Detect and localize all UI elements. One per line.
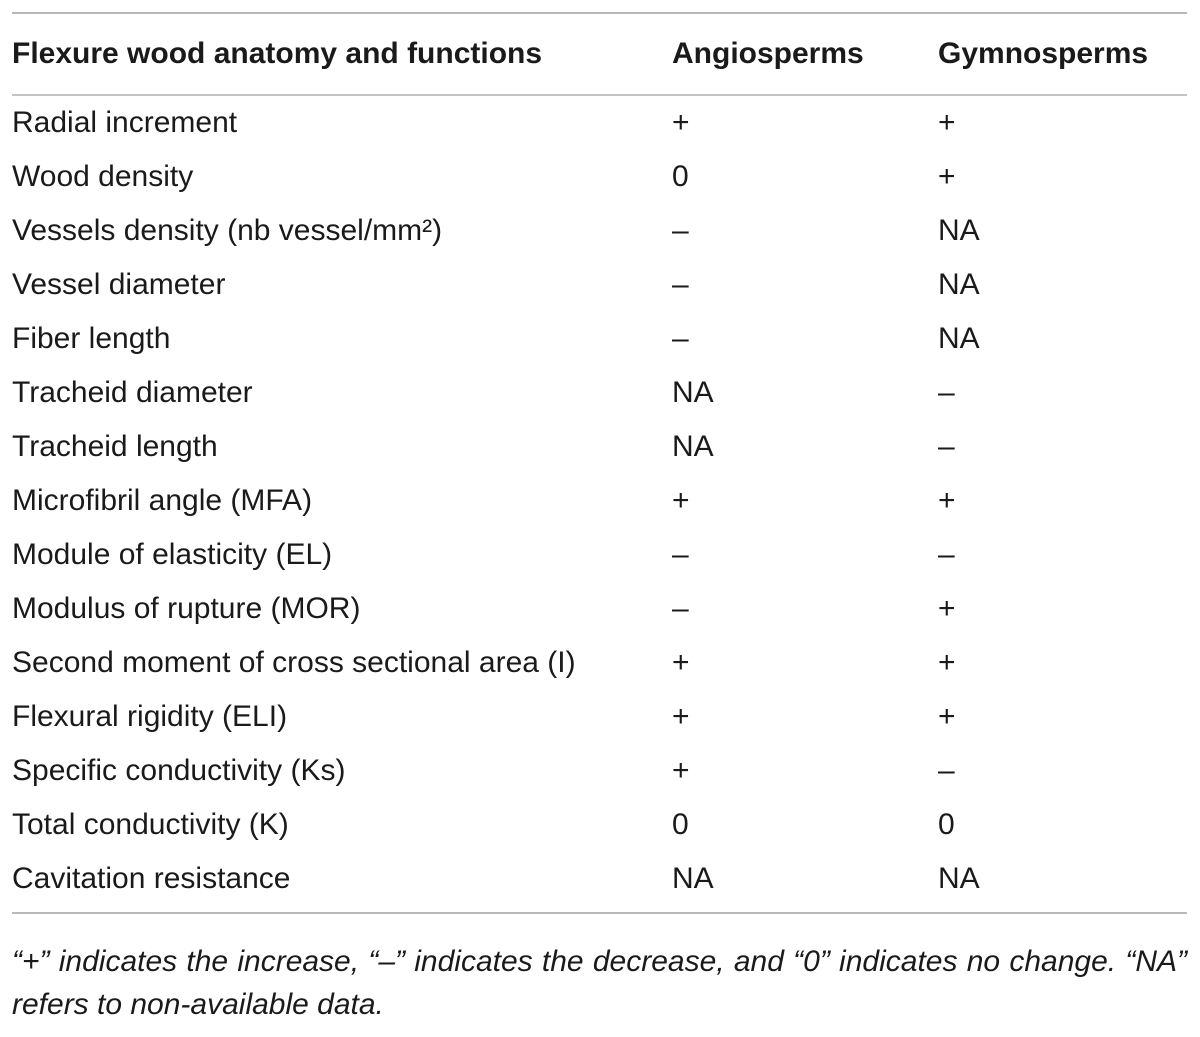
angiosperms-value: – [672, 322, 689, 355]
gymnosperms-value: + [938, 700, 956, 733]
table-row [12, 366, 1187, 420]
table-row [12, 258, 1187, 312]
row-label: Second moment of cross sectional area (I) [12, 646, 576, 679]
angiosperms-value: NA [672, 430, 714, 463]
header-row [12, 14, 1187, 94]
row-label: Total conductivity (K) [12, 808, 289, 841]
angiosperms-value: – [672, 214, 689, 247]
angiosperms-value: + [672, 646, 690, 679]
angiosperms-value: + [672, 700, 690, 733]
data-table-container [12, 12, 1187, 914]
table-row [12, 744, 1187, 798]
bottom-rule [12, 912, 1187, 914]
gymnosperms-value: + [938, 646, 956, 679]
table-row [12, 420, 1187, 474]
angiosperms-value: NA [672, 862, 714, 895]
table-row [12, 528, 1187, 582]
row-label: Tracheid length [12, 430, 218, 463]
gymnosperms-value: – [938, 754, 955, 787]
row-label: Modulus of rupture (MOR) [12, 592, 361, 625]
gymnosperms-value: + [938, 484, 956, 517]
gymnosperms-value: – [938, 376, 955, 409]
gymnosperms-value: NA [938, 214, 980, 247]
table-row [12, 636, 1187, 690]
row-label: Tracheid diameter [12, 376, 253, 409]
row-label: Cavitation resistance [12, 862, 291, 895]
angiosperms-value: + [672, 754, 690, 787]
gymnosperms-value: + [938, 160, 956, 193]
table-row [12, 690, 1187, 744]
header-cell-trait: Flexure wood anatomy and functions [12, 37, 543, 70]
gymnosperms-value: NA [938, 322, 980, 355]
angiosperms-value: – [672, 538, 689, 571]
table-footnote: “+” indicates the increase, “–” indicates the decrease, and “0” indicates no change. “NA” refers to non-available data. [12, 945, 1187, 1021]
angiosperms-value: + [672, 484, 690, 517]
table-row [12, 474, 1187, 528]
row-label: Microfibril angle (MFA) [12, 484, 313, 517]
header-cell-angiosperms: Angiosperms [672, 37, 864, 70]
angiosperms-value: + [672, 106, 690, 139]
table-row [12, 582, 1187, 636]
table-row [12, 852, 1187, 912]
gymnosperms-value: 0 [938, 808, 955, 841]
angiosperms-value: 0 [672, 808, 689, 841]
table-row [12, 96, 1187, 150]
header-cell-gymnosperms: Gymnosperms [938, 37, 1149, 70]
row-label: Specific conductivity (Ks) [12, 754, 346, 787]
gymnosperms-value: – [938, 430, 955, 463]
row-label: Flexural rigidity (ELI) [12, 700, 288, 733]
row-label: Fiber length [12, 322, 171, 355]
angiosperms-value: – [672, 592, 689, 625]
gymnosperms-value: – [938, 538, 955, 571]
gymnosperms-value: NA [938, 862, 980, 895]
row-label: Module of elasticity (EL) [12, 538, 333, 571]
table-row [12, 312, 1187, 366]
gymnosperms-value: NA [938, 268, 980, 301]
angiosperms-value: 0 [672, 160, 689, 193]
row-label: Wood density [12, 160, 194, 193]
row-label: Vessel diameter [12, 268, 226, 301]
table-row [12, 204, 1187, 258]
gymnosperms-value: + [938, 106, 956, 139]
row-label: Vessels density (nb vessel/mm²) [12, 214, 443, 247]
gymnosperms-value: + [938, 592, 956, 625]
angiosperms-value: NA [672, 376, 714, 409]
angiosperms-value: – [672, 268, 689, 301]
row-label: Radial increment [12, 106, 238, 139]
table-row [12, 798, 1187, 852]
data-table [12, 14, 1187, 912]
table-row [12, 150, 1187, 204]
